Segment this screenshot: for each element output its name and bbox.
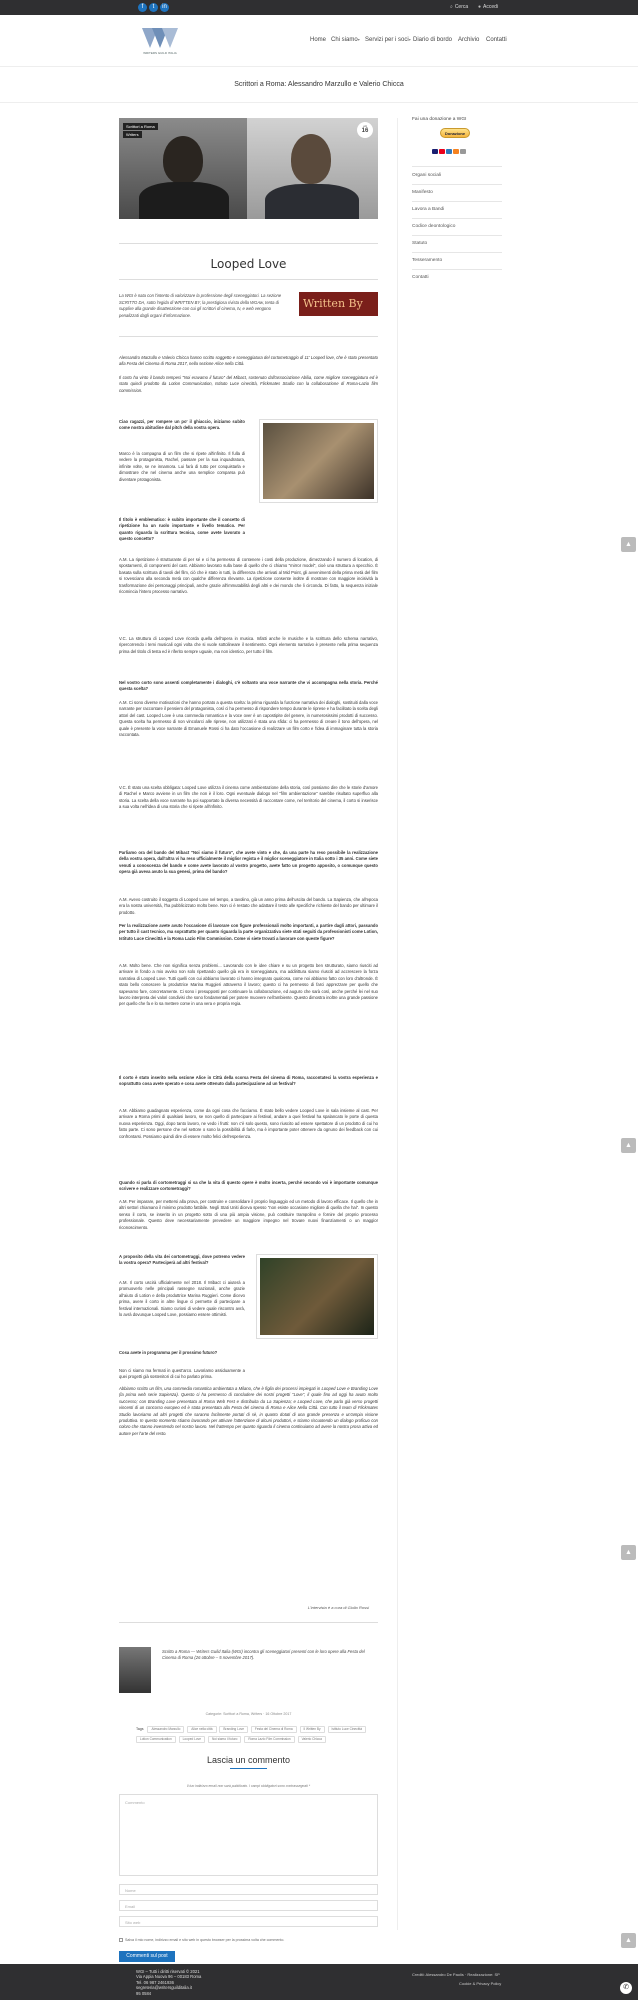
page-title: Scrittori a Roma: Alessandro Marzullo e Valerio Chicca <box>234 81 404 88</box>
tag[interactable]: Valerio Chicca <box>298 1736 326 1743</box>
privacy-link[interactable]: Cookie & Privacy Policy <box>459 1981 502 1986</box>
email-input[interactable]: Email <box>119 1900 378 1911</box>
answer: A.M. Per imparare, per mettersi alla prova, per costruire e consolidare il proprio linguaggio ed un metodo di lavoro efficace. Il quello che in altri settori chiamano il minimo prodotto fattibile. Negli Stati Uniti diceva spesso "non esiste occasione migliore di quella che hai". In questo senso il corto, se inserito in un progetto sotto di una più ampia visione, può costituire trampolino e fornire del proprio processo professionale. Questo deve necessariamente prevedere un maggiore impegno nel trovare nuovi finanziamenti o un maggior riconoscimento. <box>119 1199 378 1230</box>
answer: Non ci siamo ma fermati in quest'arco. Lavoriamo assiduamente a quei progetti già sostenitori di cui ho parlato prima. <box>119 1368 245 1380</box>
date-month: ott <box>363 124 367 128</box>
date-badge <box>357 122 373 138</box>
sidebar-item-contatti[interactable]: Contatti <box>412 275 429 280</box>
sidebar-item-tesseramento[interactable]: Tesseramento <box>412 258 443 263</box>
question: A proposito della vita dei cortometraggi, dove potremo vedere la vostra opera? Parteciperà ad altri festival? <box>119 1254 245 1266</box>
sidebar-item-statuto[interactable]: Statuto <box>412 241 428 246</box>
author-box <box>119 1647 378 1693</box>
head-left <box>163 136 203 184</box>
comment-textarea[interactable]: Commento <box>119 1794 378 1876</box>
tag[interactable]: Istituto Luce Cinecittà <box>328 1726 366 1733</box>
scene-image-2 <box>256 1254 378 1339</box>
paragraph: Il corto ha vinto il bando tempesi "Noi eravamo il futuro" del Mibact, sostenuto dall'associazione Abilia, come migliore sceneggiatura ed è stato quindi prodotto da Lotion Communication, Istituto Luce cinecittà, Flickmates Studio con la collaborazione di Roma-Lazio film commission. <box>119 375 378 393</box>
question: Quando si parla di cortometraggi si sa che la vita di questo opere è molto incerta, perché secondo voi è importante comunque scrivere e realizzare cortometraggi? <box>119 1180 378 1192</box>
login-link[interactable] <box>478 4 498 10</box>
search-link[interactable] <box>450 4 468 10</box>
chevron-down-icon: ▾ <box>357 37 360 42</box>
sidebar-divider-line <box>412 252 502 253</box>
sidebar-divider-line <box>412 235 502 236</box>
written-by-banner: Written By <box>299 292 378 316</box>
divider <box>119 1622 378 1623</box>
tag-list <box>136 1725 376 1745</box>
answer: A.M. Avevo costruito il soggetto di Looped Love nel tempo, a tavolino, già un anno prima dell'uscita del bando. La Sapienza, che all'epoca era la nostra università, l'ha pubblicizzato molto bene. Non ci è restato che adattare il testo alle specifiche richieste del bando per ultimare il prodotto. <box>119 897 378 915</box>
post-meta: Categorie: Scrittori a Roma, Writers · 16 Ottobre 2017 <box>205 1712 292 1716</box>
featured-image <box>119 118 378 219</box>
tag[interactable]: Il Written By <box>300 1726 325 1733</box>
author-box-image <box>119 1647 151 1693</box>
category-badge[interactable]: Scrittori a Roma <box>123 123 158 130</box>
search-label: Cerca <box>454 4 469 10</box>
answer: A.M. Molto bene. Che non significa senza problemi... Lavorando con le idee chiare e su un progetto ben strutturato, siamo riusciti ad arrivare in fondo a mio avviso non solo ripettando quello già era in sceneggiatura, ma addirittura siamo riusciti ad accrescere la forza narrativa di Looped Love. Tutti quelli con cui abbiamo lavorato ci hanno insegnato qualcosa, come noi abbiamo fatto con loro d'altronde. È stato bello conoscere la produttrice Marina Ruggieri attraverso il lavoro; questo ci ha permesso di farci apprezzare per quello che sapevamo fare, concretamente. Ci sono i presupposti per continuare la collaborazione, ed auguro che sarà così, anche perché lei nel suo lavoro interpreta dei valori condivisi che sono fondamentali per potere muovere nell'ambiente. Questo dimostra inoltre una grande passione per quello che fa e lo sa mettere come in una vera e propria regia. <box>119 963 378 1007</box>
sidebar-item-codice[interactable]: Codice deontologico <box>412 224 456 229</box>
sidebar-divider-line <box>412 184 502 185</box>
menu-item-archivio[interactable]: Archivio <box>458 37 480 43</box>
date-day: 16 <box>361 128 369 134</box>
sidebar-item-organi[interactable]: Organi sociali <box>412 173 442 178</box>
question: Il corto è stato inserito nella sezione Alice in Città della scorsa Festa del cinema di Roma, raccontateci la vostra esperienza e soprattutto cosa avete sperato e cosa avete ottenuto dalla partecipazione ad un festival? <box>119 1075 378 1087</box>
chevron-down-icon: ▾ <box>408 37 411 42</box>
scroll-top-button[interactable] <box>621 1933 636 1948</box>
question: Per la realizzazione avete avuto l'occasione di lavorare con figure professionali molto importanti, a partire dagli attori, passando per tutto il cast tecnico, ma soprattutto per quanto riguarda la parte organizzativa siete stati seguiti da professionisti come Lotion, Istituto Luce Cinecittà e la Roma Lazio Film Commission. Come vi siete trovati a lavorare con queste figure? <box>119 923 378 941</box>
menu-label: Chi siamo <box>331 37 358 43</box>
checkbox[interactable] <box>119 1938 123 1942</box>
arrow-up-icon: ▲ <box>625 1142 632 1149</box>
tag[interactable]: Noi siamo il futuro <box>208 1736 242 1743</box>
footer-info <box>136 1969 201 1996</box>
header-divider <box>0 66 638 67</box>
facebook-icon[interactable]: f <box>138 3 147 12</box>
mastercard-icon <box>439 149 445 154</box>
comment-title: Lascia un commento <box>206 1755 291 1765</box>
category-badge[interactable]: Writers <box>123 131 142 138</box>
sidebar-divider-line <box>412 201 502 202</box>
search-icon: ⌕ <box>450 4 453 10</box>
article-title: Looped Love <box>210 257 287 271</box>
footer-line: Tel. 06 987 2461936 <box>136 1979 174 1985</box>
user-icon: ● <box>478 4 482 10</box>
menu-item-chi-siamo[interactable] <box>331 37 360 43</box>
question: Parliamo ora del bando del Mibact "Noi siamo il futuro", che avete vinto e che, da una parte ha reso possibile la realizzazione della vostra opera, dall'altra vi ha reso ufficialmente il miglior regista e il miglior sceneggiatore in Italia sotto i 35 anni. Come siete venuti a conoscenza del bando e come avete lavorato al vostro progetto, avete fatto un progetto apposito, o comunque questo opera già aveva avuto la sua genesi, prima del bando? <box>119 850 378 875</box>
sidebar-divider-line <box>412 269 502 270</box>
tag[interactable]: Alessandro Marzullo <box>147 1726 184 1733</box>
payment-cards <box>432 141 478 147</box>
scroll-top-button[interactable] <box>621 1545 636 1560</box>
answer: Marco è la compagna di un film che si ripete all'infinito. Il fulla di vedere la protagonista, Rachel, passare per la sua inquadratura, infinite volte, se ne innamora. Lui farà di tutto per conquistarla e dimostrare che nel cinema anche una semplice comparsa può diventare protagonista. <box>119 451 245 482</box>
whatsapp-icon[interactable]: ✆ <box>620 1982 632 1994</box>
arrow-up-icon: ▲ <box>625 1549 632 1556</box>
checkbox-label: Salva il mio nome, indirizzo email e sito web in questo browser per la prossima volta che commento. <box>125 1938 285 1942</box>
scene-photo <box>260 1258 374 1335</box>
amex-icon <box>446 149 452 154</box>
website-input[interactable]: Sito web <box>119 1916 378 1927</box>
tag[interactable]: Roma Lazio Film Commission <box>244 1736 294 1743</box>
footer-email[interactable]: segreteria@writersguilditalia.it <box>136 1985 192 1991</box>
tags-label: Tags <box>136 1727 144 1731</box>
intro-text: La WGI è nata con l'intento di valorizzare la professione degli sceneggiatori. La sezione SCRITTO DA, sotto l'egida di WRITTEN BY, la prestigiosa rivista della WGAw, tenta di supplire alla grande disattenzione con cui gli scrittori di cinema, tv, e web vengono penalizzati dagli organi d'informazione. <box>119 293 282 318</box>
tag[interactable]: Alice nella città <box>187 1726 216 1733</box>
answer: V.C. La struttura di Looped Love ricorda quella dell'opera in musica. Infatti anche le musiche e la scrittura dello schema narrativo, ripercorrendo i temi musicali ogni volta che si vuole sottolineare il sentimento. Ogni elemento narrativo è presente nella prima sequenza prima del titolo di testa ed è riferito sempre uguale, ma non identico, per tutto il film. <box>119 636 378 654</box>
answer: A.M. La ripetizione è strutturante di per sé e ci ha permesso di contenere i costi della produzione, dimezzando il numero di location, di spostamenti, di componenti del cast. Abbiamo lavorato sulla base di quello che ci chiamo "mirror model", cioè una struttura a specchio. È basata sulla scrittura di tavoli del film, ciò che è stato in tutti, la differenza che arrivati al Mid Point, gli avvenimenti della prima metà del film si rovesciano alla seconda metà con qualche differenza rilevante. La ripetizione consente inoltre di mostrare con maggiore incisività la trasformazione dei personaggi principali, anche grazie all'immutabilità degli altri e dei mondo che li circonda. Di fatto, la sequenza iniziale ricomincia l'intero processo narrativo. <box>119 557 378 595</box>
login-label: Accedi <box>483 4 499 10</box>
scene-image-1 <box>259 419 378 503</box>
question: Il titolo è emblematico: è subito importante che il concetto di ripetizione ha un ruolo importante e livello tematico. Per quanto riguarda la scrittura tecnica, come avete lavorato a questo concetto? <box>119 517 245 542</box>
body-left <box>139 182 229 219</box>
scene-photo <box>263 423 374 499</box>
divider <box>119 243 378 244</box>
footer-credits[interactable]: Crediti: Alessandro De Paolis · Realizzazione: SP <box>412 1972 500 1977</box>
menu-item-servizi[interactable] <box>365 37 411 43</box>
head-right <box>291 134 331 184</box>
answer: A.M. Abbiamo guadagnato esperienza, come da ogni cosa che facciamo. È stato bello vedere Looped Love in sala insieme al cast. Per arrivare a Roma primi di qualsiasi lavoro, se non quello di partecipare ai festival, andare a quei festival ha spalancato le porte di questa nuova esperienza. Oggi, dopo tanto lavoro, ne vedo i frutti: non c'è solo questo, sono riuscito ad essere spettatore di un prodotto di cui ho fatto parte. Ci sono persone che nel settore o sono la possibilità di farlo, ma è importante poter ottenere da ognuno dei feedback con cui confrontarsi. Possiamo quindi dire di essere molto felici dell'esperienza. <box>119 1108 378 1139</box>
footer <box>0 1964 638 2000</box>
tag[interactable]: Festa del Cinema di Roma <box>251 1726 297 1733</box>
donate-button[interactable]: Donazione <box>440 128 470 138</box>
twitter-icon[interactable]: t <box>149 3 158 12</box>
bank-icon <box>460 149 466 154</box>
question: Nel vostro corto sono assenti completamente i dialoghi, c'è soltanto una voce narrante che vi accompagna nella storia. Perché questa scelta? <box>119 680 378 692</box>
menu-item-diario[interactable]: Diario di bordo <box>413 37 453 43</box>
footer-line: Via Appia Nuova 96 – 00183 Roma <box>136 1974 202 1980</box>
sidebar-divider-line <box>412 218 502 219</box>
menu-label: Servizi per i soci <box>365 37 409 43</box>
comment-note: Il tuo indirizzo email non sarà pubblicato. I campi obbligatori sono contrassegnati * <box>186 1784 311 1788</box>
tag[interactable]: Lotion Communication <box>136 1736 176 1743</box>
divider <box>119 336 378 337</box>
arrow-up-icon: ▲ <box>625 541 632 548</box>
question: Ciao ragazzi, per rompere un po' il ghiaccio, iniziamo subito come nostra abitudine dal pitch della vostra opera. <box>119 419 245 431</box>
answer: Abbiamo scritto un film, una commedia romantica ambientata a Milano, che è figlia dei processi impiegati in Looped Love e Branding Love (la prima web serie Sapienza). Questo ci ha permesso di concludere dei nostri progetti "Love", il quale fino ad oggi ha avuto molto successo; con Branding Love presentata al Roma Web Fest e distribuita da La Sapienza; e Looped Love, che parla già verso progetti vincenti di un concorso europeo ed è stata presentata alla Festa del cinema di Roma e Alice Nella Città. Con tutto il team di Flickmates Studio lavoriamo ad altri progetti che saranno facilmente portati di sè, in quanto dotati di una grande presenza e un'ampia visione produttiva. In questo momento stiamo lavorando per attivare l'attenzione di alcuni produttori, e stiamo riscuotendo un dialogo proficuo con coloro che stanno investendo nel nostro lavoro. Nel frattempo per quanto riguarda il cinema continuiamo ad avere la nostra prosa attiva ed autore per l'arte del resto. <box>119 1386 378 1436</box>
footer-line: WGI – Tutti i diritti riservati © 2021 <box>136 1969 200 1974</box>
interview-signature: L'intervista è a cura di Giulio Rossi <box>307 1605 369 1610</box>
author-box-text: Scritto a Roma — Writers Guild Italia (WGI) incontra gli sceneggiatori presenti con le loro opere alla Festa del Cinema di Roma (26 ottobre – 5 novembre 2017). <box>162 1649 365 1661</box>
sidebar-item-manifesto[interactable]: Manifesto <box>412 190 433 195</box>
sidebar-divider <box>397 118 398 1930</box>
top-bar <box>0 0 638 15</box>
body-right <box>265 184 359 219</box>
tag[interactable]: Branding Love <box>219 1726 248 1733</box>
linkedin-icon[interactable]: in <box>160 3 169 12</box>
menu-item-home[interactable]: Home <box>310 37 327 43</box>
save-info-checkbox-row[interactable] <box>119 1938 284 1942</box>
title-underline <box>230 1768 267 1769</box>
question: Cosa avete in programma per il prossimo futuro? <box>119 1350 218 1355</box>
paragraph: Alessandro Marzullo e Valerio Chicca hanno scritto soggetto e sceneggiatura del cortometraggio di 11' Looped love, che è stato presentato alla Festa del Cinema di Roma 2017, nella sezione Alice nella Città. <box>119 355 378 367</box>
sidebar-divider-line <box>412 166 502 167</box>
visa-icon <box>432 149 438 154</box>
scroll-top-button[interactable] <box>621 1138 636 1153</box>
name-input[interactable]: Nome <box>119 1884 378 1895</box>
answer: V.C. È stato una scelta obbligata: Looped Love utilizza il cinema come ambientazione della storia, così possiamo dire che le storie d'amore di Rachel e Marco avviene in un film che non è il loro. Ogni eventuale dialogo nel "film ambientazione" sarebbe risultato superfluo alla storia. La scelta della voce narrante ha poi supportato la diversa necessità di raccontare come, nel territorio del cinema, il corto si inserisce a sua volta nell'idea di una storia che si ripete all'infinito. <box>119 785 378 810</box>
logo-text: WRITERS GUILD ITALIA <box>143 51 177 55</box>
answer: A.M. Il corto uscirà ufficialmente nel 2018. Il Mibact ci aiuterà a promuoverlo nelle principali rassegne nazionali, anche grazie all'aiuto di Lotion e della produttrice Marina Ruggieri. Come dicevo prima, avere il corto in altre lingue ci permette di partecipare a festival internazionali. Siamo curiosi di vedere quale riscontro avrà, lo avrà dovunque Looped Love, possiamo essere ottimisti. <box>119 1280 245 1318</box>
submit-comment-button[interactable]: Commenti sul post <box>119 1951 175 1962</box>
tag[interactable]: Looped Love <box>179 1736 205 1743</box>
divider <box>119 279 378 280</box>
arrow-up-icon: ▲ <box>625 1937 632 1944</box>
scroll-top-button[interactable] <box>621 537 636 552</box>
answer: A.M. Ci sono diverse motivazioni che hanno portato a questa scelta: la prima riguarda la funzione narrativa dei dialoghi, sostituiti dalla voce narrante per raccontare il pensiero del protagonista, così ci ha permesso di rispondere tempo durante le riprese e ha facilitato la scelta degli attori del cast. Looped Love è una commedia romantica e la voce over è un capostipite del genere, in numerosissimi prodotti di successo. Questa scelta ha permesso di non vincolarci alle riprese, non utilizzati è stata una sfida: ci ha permesso di creare il tono dell'opera, nel quale è presente la voce narrante di Emanuele Rossi ci ha dato l'occasione di realizzare un film corto e l'idea di immaginare tutta la storia raccontata. <box>119 700 378 738</box>
title-divider <box>0 102 638 103</box>
sidebar-item-bandi[interactable]: Lavora a Bandi <box>412 207 445 212</box>
footer-line: 95 0584 <box>136 1990 152 1996</box>
menu-item-contatti[interactable]: Contatti <box>486 37 507 43</box>
donate-text: Fai una donazione a WGI <box>412 117 467 122</box>
discover-icon <box>453 149 459 154</box>
